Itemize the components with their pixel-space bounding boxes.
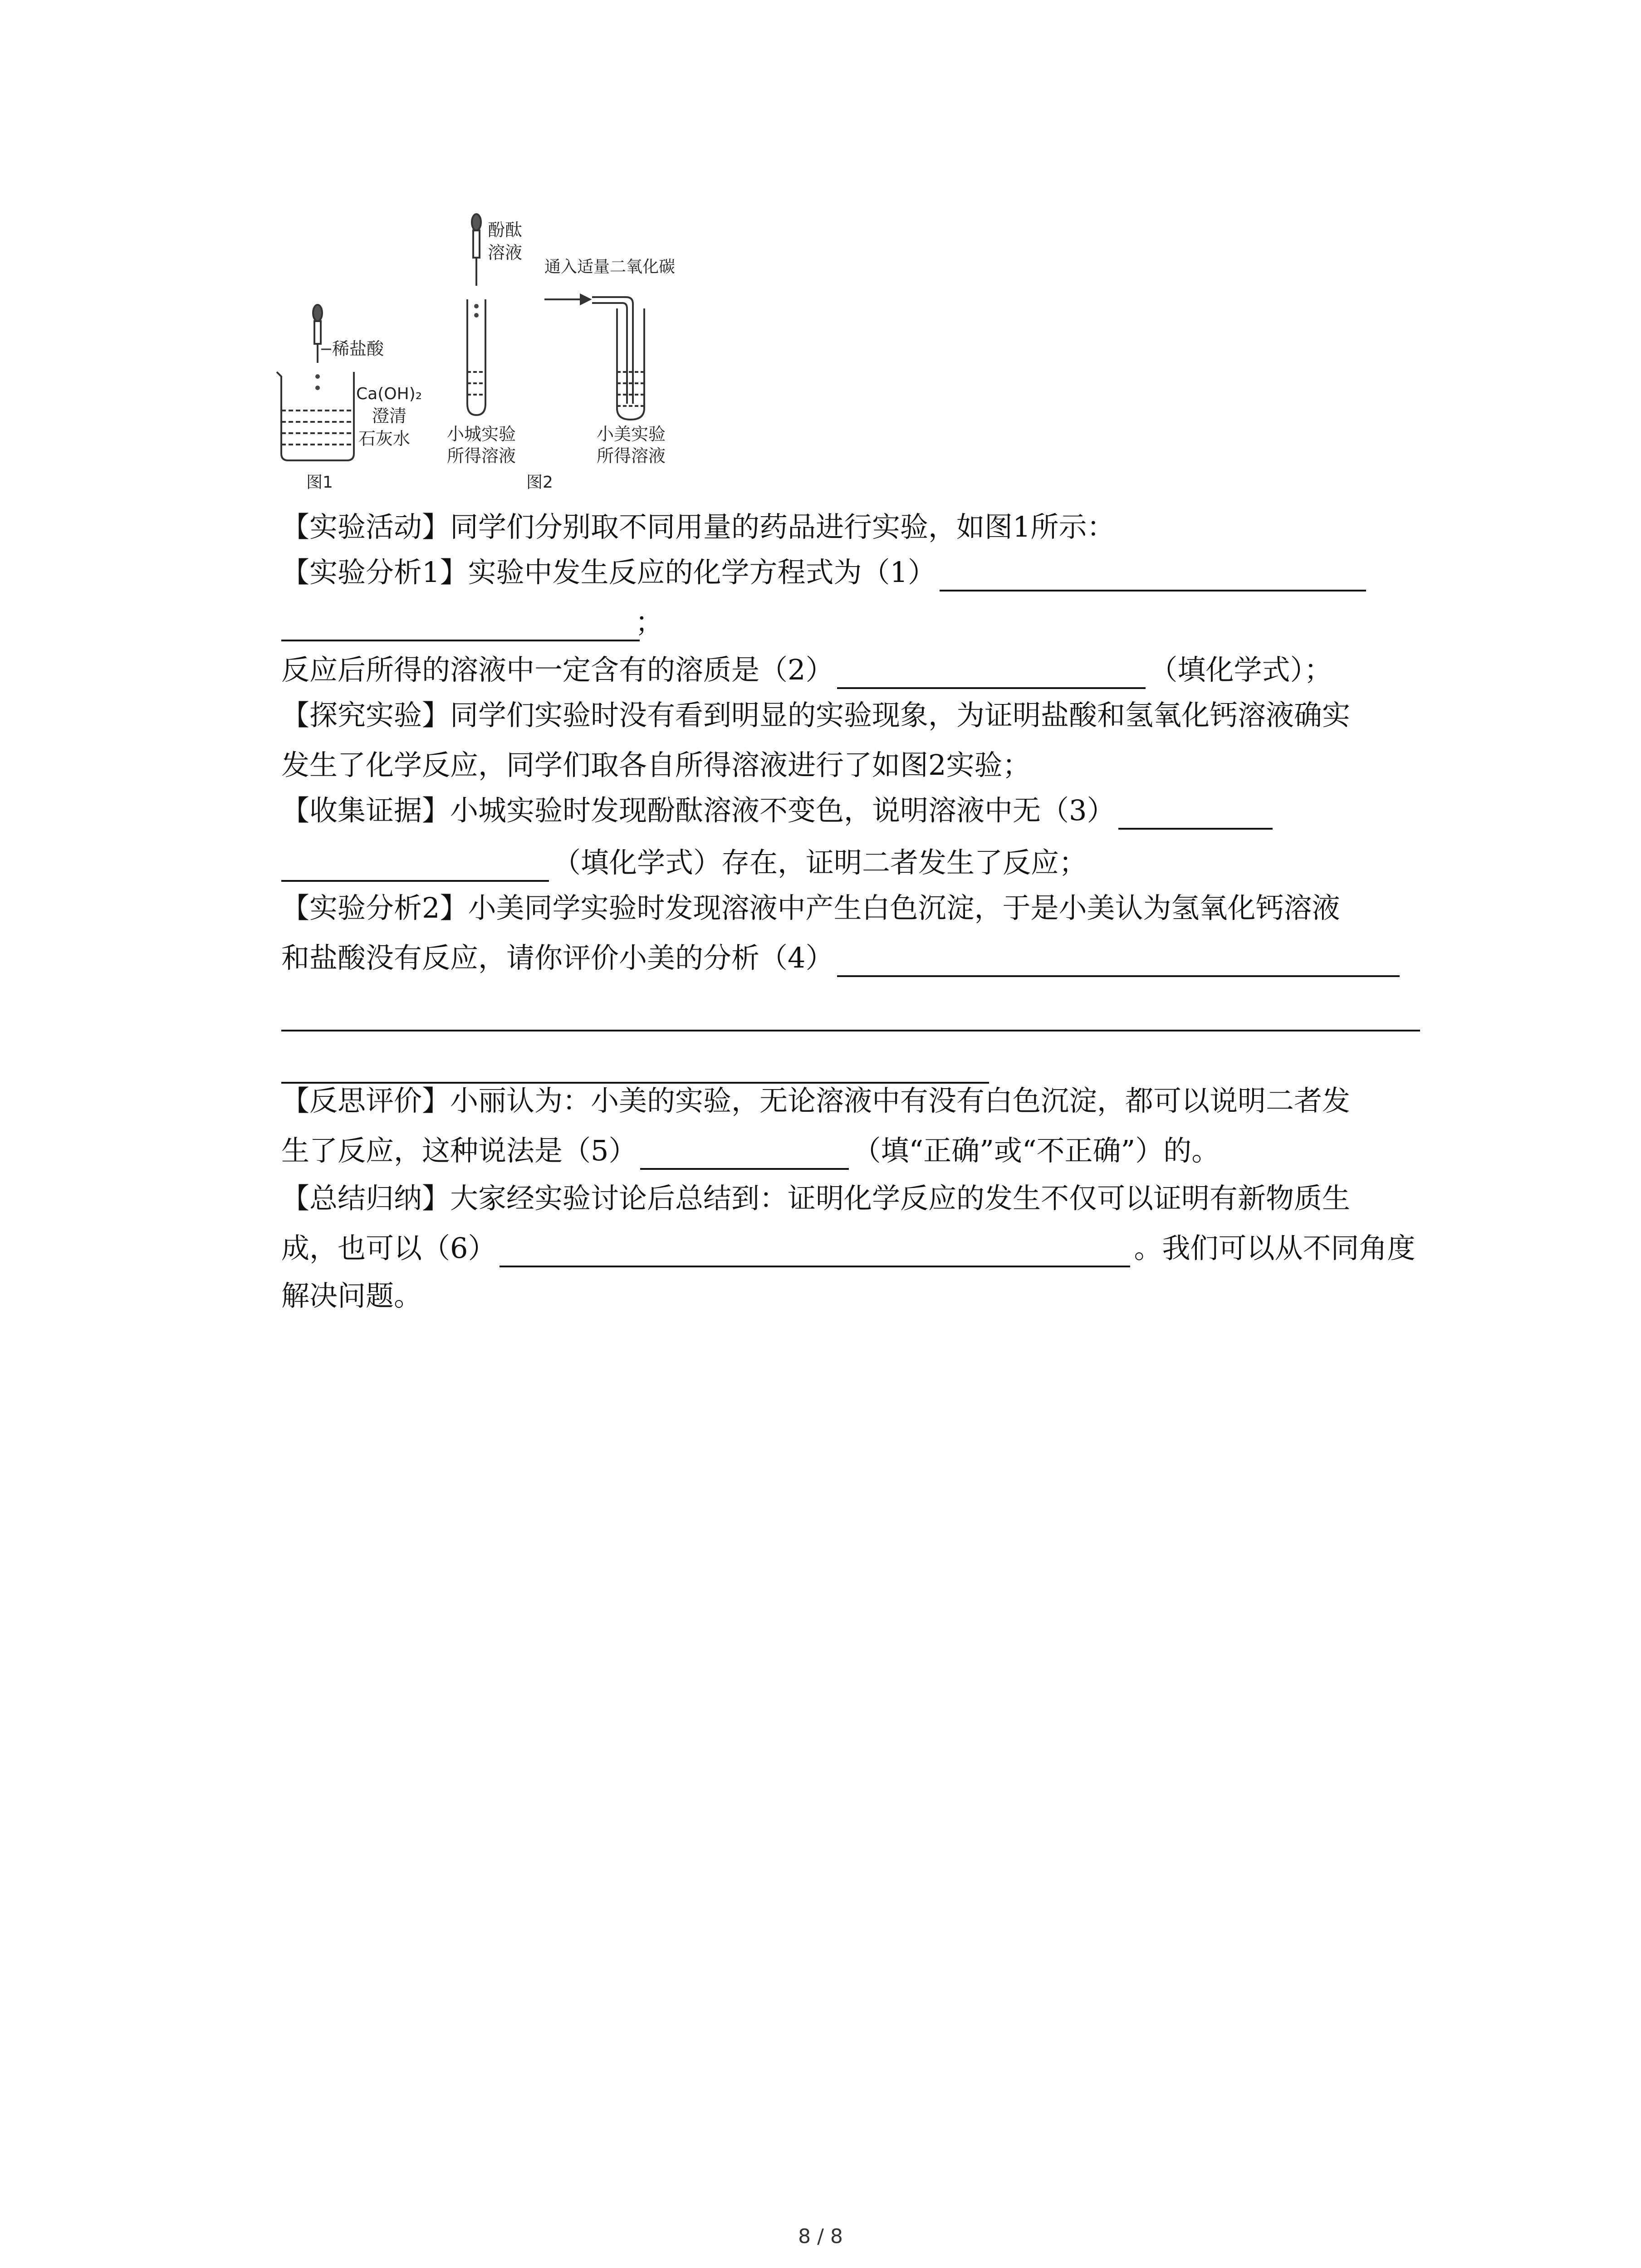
text-line-15: 解决问题。 xyxy=(281,1279,422,1312)
answer-blank-3b[interactable] xyxy=(281,849,549,882)
text-line-4: 反应后所得的溶液中一定含有的溶质是（2） （填化学式）； xyxy=(281,651,1450,689)
answer-blank-5[interactable] xyxy=(640,1137,849,1170)
text-line-14: 成，也可以（6） 。我们可以从不同角度 xyxy=(281,1229,1450,1267)
test-tube-icon-2 xyxy=(617,308,644,420)
answer-blank-6[interactable] xyxy=(500,1235,1130,1267)
text-line-3: ； xyxy=(635,606,664,639)
apparatus-diagram xyxy=(272,213,726,513)
tube2-caption-1: 小美实验 xyxy=(597,424,666,444)
beaker-label-clear: 澄清 xyxy=(372,406,407,426)
phenolphthalein-label-2: 溶液 xyxy=(488,243,523,263)
text-line-2: 【实验分析1】实验中发生反应的化学方程式为（1） xyxy=(281,553,1450,591)
answer-blank-1b[interactable] xyxy=(281,640,640,641)
tube1-caption-1: 小城实验 xyxy=(447,424,516,444)
co2-arrow-label: 通入适量二氧化碳 xyxy=(544,258,676,276)
fig2-caption: 图2 xyxy=(526,473,553,492)
text-line-12: 生了反应，这种说法是（5） （填“正确”或“不正确”）的。 xyxy=(281,1132,1450,1170)
answer-blank-3a[interactable] xyxy=(1118,797,1273,830)
text-line-6: 发生了化学反应，同学们取各自所得溶液进行了如图2实验； xyxy=(281,748,1031,782)
arrow-icon xyxy=(544,295,590,304)
tube2-caption-2: 所得溶液 xyxy=(597,446,666,466)
experiment-figure xyxy=(272,213,726,513)
delivery-tube-icon xyxy=(592,297,633,404)
fig1-caption: 图1 xyxy=(306,473,333,492)
answer-blank-4b[interactable] xyxy=(281,1030,1420,1031)
page-number: 8 / 8 xyxy=(798,2225,843,2248)
text-line-7: 【收集证据】小城实验时发现酚酞溶液不变色，说明溶液中无（3） xyxy=(281,792,1450,830)
beaker-label-limewater: 石灰水 xyxy=(358,429,411,449)
beaker-icon xyxy=(277,372,354,460)
text-line-5: 【探究实验】同学们实验时没有看到明显的实验现象，为证明盐酸和氢氧化钙溶液确实 xyxy=(281,699,1351,732)
answer-blank-1a[interactable] xyxy=(940,559,1366,591)
text-line-11: 【反思评价】小丽认为：小美的实验，无论溶液中有没有白色沉淀，都可以说明二者发 xyxy=(281,1084,1351,1117)
dropper-icon-2 xyxy=(472,214,481,286)
answer-blank-2[interactable] xyxy=(837,656,1146,689)
text-line-10: 和盐酸没有反应，请你评价小美的分析（4） xyxy=(281,939,1450,977)
dropper-icon xyxy=(313,305,322,363)
tube1-caption-2: 所得溶液 xyxy=(447,446,516,466)
answer-blank-4a[interactable] xyxy=(837,944,1400,977)
beaker-label-formula: Ca(OH)₂ xyxy=(356,385,422,403)
text-line-8: （填化学式）存在，证明二者发生了反应； xyxy=(281,844,1450,882)
text-line-9: 【实验分析2】小美同学实验时发现溶液中产生白色沉淀，于是小美认为氢氧化钙溶液 xyxy=(281,891,1340,924)
phenolphthalein-label-1: 酚酞 xyxy=(488,220,523,240)
text-line-13: 【总结归纳】大家经实验讨论后总结到：证明化学反应的发生不仅可以证明有新物质生 xyxy=(281,1182,1351,1215)
dropper-left-label: 稀盐酸 xyxy=(332,339,384,359)
text-line-1: 【实验活动】同学们分别取不同用量的药品进行实验，如图1所示： xyxy=(281,510,1115,543)
